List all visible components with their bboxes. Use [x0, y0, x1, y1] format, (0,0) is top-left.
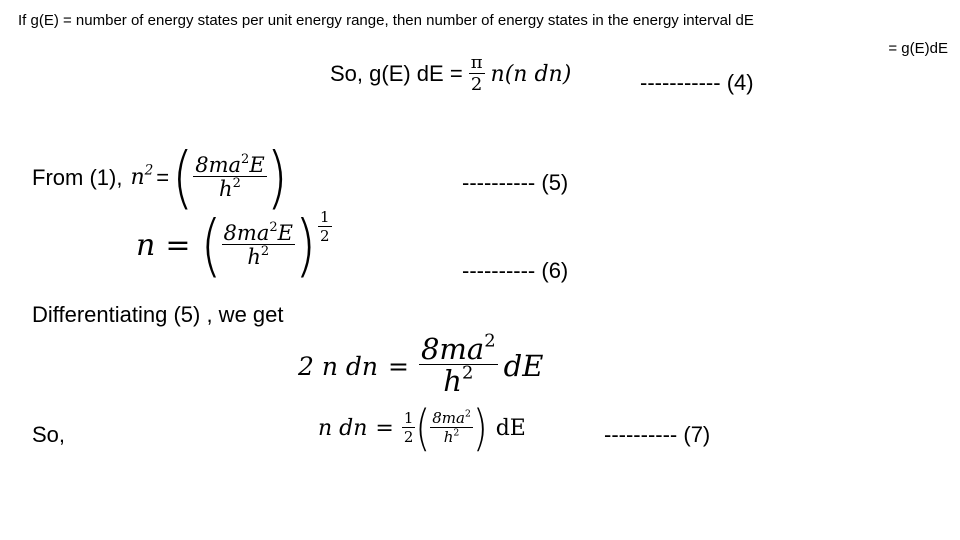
eq5-lhs: $n^2$ [130, 162, 154, 190]
eq4-tag: ----------- (4) [640, 70, 754, 95]
eqd-rhs: dE [503, 349, 544, 384]
differentiating-text: Differentiating (5) , we get [32, 302, 284, 327]
eq7-close-paren: ) [472, 399, 488, 457]
eq7-c-num: 1 [403, 408, 414, 427]
eq6-den: $h^2$ [247, 243, 270, 269]
eq6-tag: ---------- (6) [462, 258, 569, 283]
eq7-num: $8ma^2$ [432, 408, 471, 427]
definition-line-2: = g(E)dE [888, 40, 948, 57]
eqd-lhs: 2 n dn [298, 351, 379, 381]
equation-4 [330, 54, 571, 95]
eqd-den: $h^2$ [443, 362, 474, 399]
definition-line: If g(E) = number of energy states per unit energy range, then number of energy states in the energy interval dE [18, 12, 754, 29]
eq7-lhs: n dn [318, 415, 368, 441]
equation-6 [136, 206, 332, 285]
eq6-equals: = [165, 228, 191, 263]
eq5-close-paren: ) [266, 138, 288, 217]
eq7-tag: ---------- (7) [604, 422, 711, 447]
eq4-den: 2 [470, 73, 483, 95]
equation-5 [32, 138, 288, 217]
equation-differentiated [298, 330, 544, 399]
eq4-rhs: n(n dn) [490, 61, 572, 87]
eq5-open-paren: ( [172, 138, 194, 217]
eq6-open-paren: ( [200, 206, 222, 285]
eq6-lhs: n [136, 228, 156, 263]
eq7-equals: = [375, 415, 394, 441]
equation-7 [318, 399, 526, 457]
eq5-equals: = [156, 164, 170, 190]
eq5-num: $8ma^2E$ [195, 151, 265, 177]
eq6-exp-num: 1 [320, 208, 330, 226]
eq4-fraction [469, 54, 485, 95]
eq7-c-den: 2 [403, 427, 414, 446]
eq4-lhs: So, g(E) dE = [330, 61, 463, 87]
eqd-equals: = [388, 351, 409, 381]
eq7-den: $h^2$ [443, 427, 460, 446]
eqd-num: $8ma^2$ [420, 330, 496, 366]
eq7-prefix: So, [32, 422, 66, 447]
eq6-num: $8ma^2E$ [223, 219, 293, 245]
eq7-rhs: dE [495, 415, 526, 441]
eq5-den: $h^2$ [219, 175, 241, 201]
eq7-open-paren: ( [415, 399, 431, 457]
eq6-exp-den: 2 [320, 226, 330, 245]
eq4-num: π [470, 52, 483, 73]
eq5-tag: ---------- (5) [462, 170, 569, 195]
eq6-fraction [222, 219, 295, 269]
eqd-fraction [419, 330, 498, 399]
eq6-exponent [318, 210, 332, 244]
eq7-coefficient [402, 408, 416, 446]
eq6-close-paren: ) [294, 206, 317, 285]
eq7-fraction [430, 408, 473, 446]
eq5-prefix: From (1), [32, 164, 123, 190]
eq5-fraction [193, 151, 266, 201]
